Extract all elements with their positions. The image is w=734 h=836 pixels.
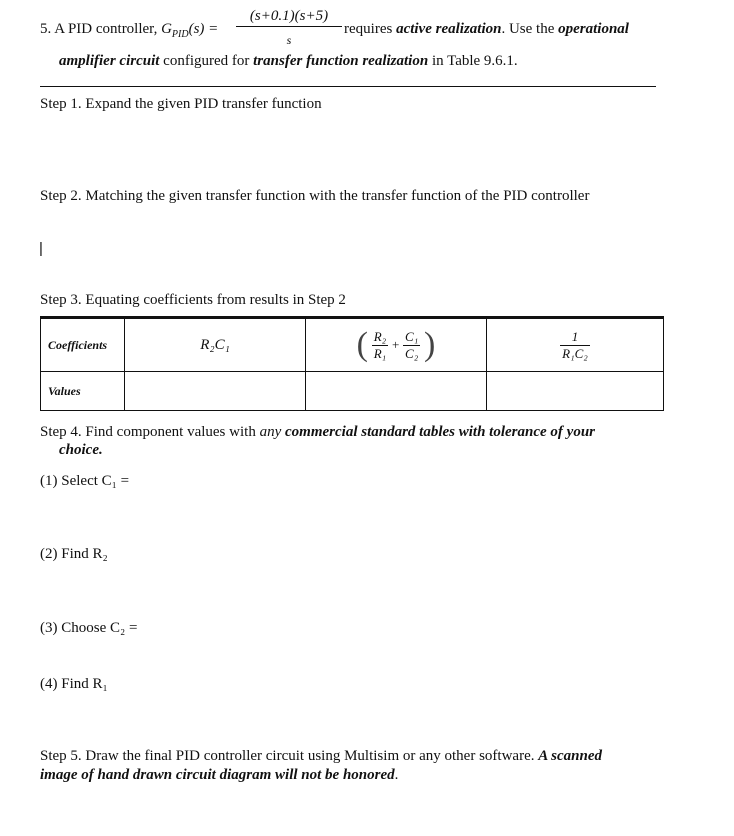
plus-sign: + (391, 337, 400, 352)
function-name: $G_{PID}$ (161, 21, 189, 40)
item-find-r1: (4) Find R₁ (40, 676, 108, 692)
step4-text: Step 4. Find component values with any commercial standard tables with tolerance of your (40, 424, 595, 440)
any-text: any (259, 424, 282, 440)
item-choose-c2: (3) Choose C₂ = (40, 620, 138, 636)
problem-line-2: amplifier circuit configured for transfer function realization in Table 9.6.1. (59, 53, 518, 69)
fraction-denominator: s (286, 33, 292, 47)
function-arg: (s) = (188, 21, 219, 37)
step1-text: Step 1. Expand the given PID transfer function (40, 96, 322, 112)
separator-line (40, 86, 656, 87)
coef-r2c1: R₂C₁ (125, 318, 306, 372)
fraction-numerator: (s+0.1)(s+5) (236, 8, 342, 27)
coef-inverse (487, 318, 664, 372)
inverse-fraction: $\frac{1}{\text{R₁C₂}}$ (562, 328, 588, 361)
table-row (41, 318, 664, 372)
left-paren: ( (356, 326, 368, 363)
value-cell-1[interactable] (125, 372, 306, 411)
step4-choice: choice. (59, 442, 103, 458)
coefficients-header: Coefficients (41, 318, 125, 372)
step5-bold-2: image of hand drawn circuit diagram will not be honored (40, 767, 395, 783)
problem-lead: A PID controller, (54, 21, 158, 37)
step5-bold-1: A scanned (538, 748, 602, 764)
step5-text: Step 5. Draw the final PID controller circuit using Multisim or any other software. A scanned (40, 748, 602, 764)
step3-text: Step 3. Equating coefficients from results in Step 2 (40, 292, 346, 308)
operational-text: operational (558, 21, 629, 37)
step5-line-2: image of hand drawn circuit diagram will not be honored. (40, 767, 399, 783)
item-select-c1: (1) Select C₁ = (40, 473, 130, 489)
active-realization-text: active realization (396, 21, 502, 37)
transfer-fraction (236, 8, 342, 48)
value-cell-3[interactable] (487, 372, 664, 411)
step4-bold: commercial standard tables with tolerance of your (285, 424, 595, 440)
coefficients-table (40, 316, 664, 411)
item-find-r2: (2) Find R₂ (40, 546, 108, 562)
text-cursor[interactable]: | (39, 240, 43, 257)
value-cell-2[interactable] (306, 372, 487, 411)
coef-ratio-sum (306, 318, 487, 372)
right-paren: ) (424, 326, 436, 363)
problem-requires: requires active realization. Use the operational (344, 21, 629, 37)
step2-text: Step 2. Matching the given transfer function with the transfer function of the PID controller (40, 188, 590, 204)
amplifier-circuit-text: amplifier circuit (59, 53, 160, 69)
ratio-r2-r1: $\frac{\text{R₂}}{\text{R₁}}$ (373, 328, 387, 361)
values-header: Values (41, 372, 125, 411)
table-row (41, 372, 664, 411)
transfer-realization-text: transfer function realization (253, 53, 429, 69)
problem-statement (40, 21, 218, 40)
problem-number: 5. (40, 21, 52, 37)
ratio-c1-c2: $\frac{\text{C₁}}{\text{C₂}}$ (405, 328, 419, 361)
